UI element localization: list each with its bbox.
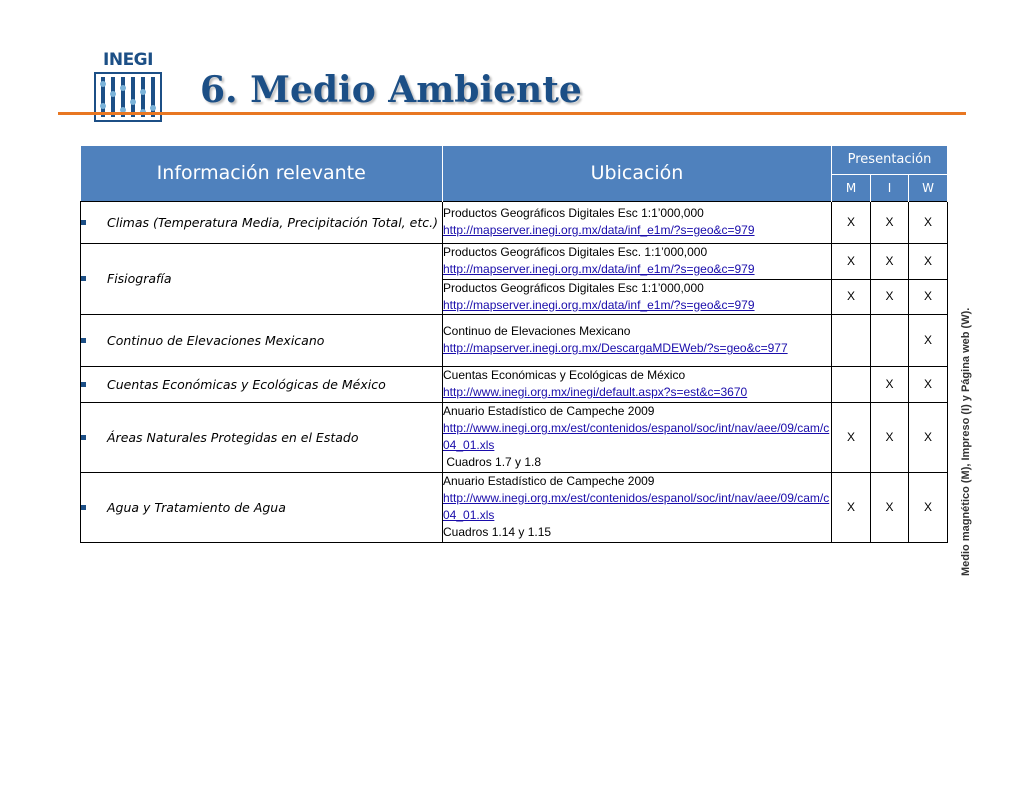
location-text: Productos Geográficos Digitales Esc. 1:1’000,000: [443, 245, 708, 259]
location-note: Cuadros 1.14 y 1.15: [443, 525, 552, 539]
info-cell: [81, 314, 443, 366]
mark-i: X: [871, 366, 909, 402]
info-cell: [81, 243, 443, 314]
location-text: Anuario Estadístico de Campeche 2009: [443, 404, 655, 418]
location-text: Continuo de Elevaciones Mexicano: [443, 324, 631, 338]
header-location: Ubicación: [443, 146, 832, 201]
logo-wordmark: INEGI: [103, 50, 153, 70]
info-cell: [81, 472, 443, 542]
mark-i: X: [871, 472, 909, 542]
info-cell: [81, 366, 443, 402]
location-text: Cuentas Económicas y Ecológicas de México: [443, 368, 686, 382]
header-w: W: [909, 174, 948, 201]
mark-m: X: [832, 201, 871, 243]
location-cell: [443, 402, 832, 472]
mark-w: X: [909, 243, 948, 279]
location-cell: [443, 314, 832, 366]
info-text: Continuo de Elevaciones Mexicano: [107, 332, 325, 348]
mark-i: X: [871, 279, 909, 314]
location-cell: [443, 472, 832, 542]
mark-i: X: [871, 402, 909, 472]
bullet-icon: [81, 276, 86, 281]
location-cell: [443, 243, 832, 279]
table-row: [81, 366, 948, 402]
location-link[interactable]: http://mapserver.inegi.org.mx/DescargaMDEWeb/?s=geo&c=977: [443, 341, 788, 355]
bullet-icon: [81, 220, 86, 225]
info-text: Fisiografía: [107, 271, 172, 286]
bullet-icon: [81, 505, 86, 510]
mark-m: X: [832, 472, 871, 542]
location-cell: [443, 279, 832, 314]
bullet-icon: [81, 382, 86, 387]
location-text: Productos Geográficos Digitales Esc 1:1’000,000: [443, 206, 704, 220]
mark-w: X: [909, 279, 948, 314]
mark-w: X: [909, 314, 948, 366]
mark-m: [832, 366, 871, 402]
table-row: [81, 201, 948, 243]
mark-w: X: [909, 201, 948, 243]
mark-i: [871, 314, 909, 366]
data-table: [80, 146, 948, 543]
mark-w: X: [909, 402, 948, 472]
info-cell: [81, 402, 443, 472]
location-link[interactable]: http://www.inegi.org.mx/est/contenidos/espanol/soc/int/nav/aee/09/cam/c04_01.xls: [443, 491, 830, 522]
header-info: Información relevante: [81, 146, 443, 201]
location-link[interactable]: http://www.inegi.org.mx/est/contenidos/espanol/soc/int/nav/aee/09/cam/c04_01.xls: [443, 421, 830, 452]
info-cell: [81, 201, 443, 243]
header-m: M: [832, 174, 871, 201]
mark-w: X: [909, 366, 948, 402]
info-text: Agua y Tratamiento de Agua: [107, 499, 286, 515]
location-link[interactable]: http://mapserver.inegi.org.mx/data/inf_e1m/?s=geo&c=979: [443, 262, 755, 276]
info-text: Cuentas Económicas y Ecológicas de México: [107, 376, 386, 392]
info-text: Climas (Temperatura Media, Precipitación Total, etc.): [107, 214, 438, 230]
header-presentation: Presentación: [832, 146, 948, 174]
mark-i: X: [871, 243, 909, 279]
location-link[interactable]: http://mapserver.inegi.org.mx/data/inf_e1m/?s=geo&c=979: [443, 297, 755, 312]
mark-m: X: [832, 243, 871, 279]
location-cell: [443, 366, 832, 402]
table-row: [81, 402, 948, 472]
location-text: Productos Geográficos Digitales Esc 1:1’000,000: [443, 280, 704, 295]
mark-w: X: [909, 472, 948, 542]
mark-m: [832, 314, 871, 366]
mark-m: X: [832, 402, 871, 472]
location-cell: [443, 201, 832, 243]
title-divider: [58, 112, 966, 115]
bullet-icon: [81, 435, 86, 440]
page-title: 6. Medio Ambiente: [200, 69, 582, 111]
table-row: [81, 243, 948, 279]
info-text: Áreas Naturales Protegidas en el Estado: [107, 429, 359, 445]
bullet-icon: [81, 338, 86, 343]
table-row: [81, 472, 948, 542]
header-i: I: [871, 174, 909, 201]
table-row: [81, 314, 948, 366]
location-link[interactable]: http://mapserver.inegi.org.mx/data/inf_e1m/?s=geo&c=979: [443, 223, 755, 237]
mark-m: X: [832, 279, 871, 314]
location-text: Anuario Estadístico de Campeche 2009: [443, 474, 655, 488]
location-note: Cuadros 1.7 y 1.8: [443, 455, 542, 469]
location-link[interactable]: http://www.inegi.org.mx/inegi/default.aspx?s=est&c=3670: [443, 385, 748, 399]
mark-i: X: [871, 201, 909, 243]
presentation-legend: Medio magnético (M), Impreso (I) y Página web (W).: [960, 307, 972, 576]
